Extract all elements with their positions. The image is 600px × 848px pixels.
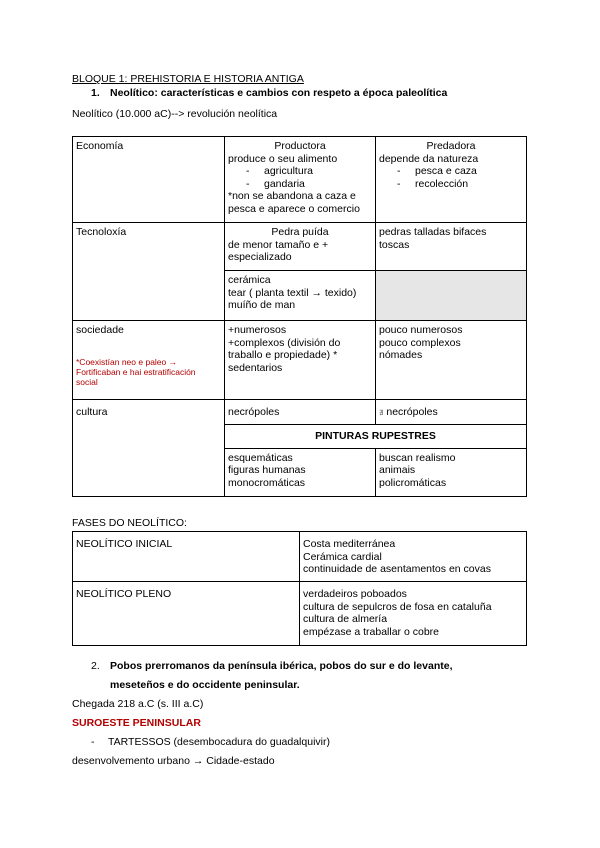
- neolitico-comparison-table: [72, 136, 527, 497]
- cultura-label: cultura: [76, 406, 108, 418]
- table-row-inicial: [73, 532, 527, 582]
- inicial-detail-cell: [300, 532, 527, 582]
- economia-predadora-cell: [376, 137, 527, 223]
- pinturas-neo-cell: [225, 448, 376, 496]
- inicial-label-cell: [73, 532, 300, 582]
- sociedade-pal-line3: nómades: [379, 349, 423, 362]
- sociedade-pal-line1: pouco numerosos: [379, 324, 463, 336]
- muino-line: muíño de man: [228, 299, 296, 312]
- tartessos-text: TARTESSOS (desembocadura do guadalquivir): [108, 736, 330, 748]
- section2-title-line2: meseteños e do occidente peninsular.: [110, 679, 300, 691]
- pleno-detail-cell: [300, 582, 527, 646]
- pinturas-neo-1: esquemáticas: [228, 451, 293, 464]
- pleno-l3: cultura de almería: [303, 613, 388, 626]
- pinturas-pal-cell: [376, 448, 527, 496]
- table-row-sociedade: [73, 321, 527, 400]
- inicial-l2: Cerámica cardial: [303, 550, 382, 563]
- list-item: - agricultura: [246, 165, 314, 178]
- economia-label: Economía: [76, 140, 124, 152]
- sociedade-neo-line3: traballo e propiedade) *: [228, 349, 338, 362]
- not-exists-icon: ∄: [379, 410, 384, 417]
- list-item: - gandaria: [246, 177, 305, 190]
- tecnoloxia-neo-line1: de menor tamaño e +: [228, 238, 329, 251]
- pinturas-pal-1: buscan realismo: [379, 451, 456, 464]
- sociedade-neo-line4: sedentarios: [228, 361, 283, 374]
- sociedade-note2: Fortificaban e hai estratificación: [76, 366, 196, 377]
- table-row-economia: [73, 137, 527, 223]
- sociedade-pal-cell: [376, 321, 527, 400]
- sociedade-neo-cell: [225, 321, 376, 400]
- tear-line: tear ( planta textil → texido): [228, 286, 357, 299]
- pinturas-neo-2: figuras humanas: [228, 464, 306, 477]
- productora-note1: *non se abandona a caza e: [228, 190, 356, 203]
- inicial-l1: Costa mediterránea: [303, 538, 396, 550]
- sociedade-label: sociedade: [76, 324, 124, 336]
- pleno-l1: verdadeiros poboados: [303, 588, 407, 600]
- list-item: - pesca e caza: [397, 165, 477, 178]
- sociedade-pal-line2: pouco complexos: [379, 336, 461, 349]
- cultura-label-cell: [73, 400, 225, 497]
- sociedade-neo-line1: +numerosos: [228, 324, 287, 336]
- cultura-pal: ∄ necrópoles: [379, 406, 438, 418]
- cultura-neo: necrópoles: [228, 406, 280, 418]
- predadora-line: depende da natureza: [379, 152, 479, 165]
- section1-title: Neolítico: características e cambios con respeto a época paleolítica: [110, 87, 448, 99]
- pinturas-rupestres-header: PINTURAS RUPESTRES: [225, 424, 527, 448]
- pinturas-pal-3: policromáticas: [379, 476, 447, 489]
- desenvolvemento-text: desenvolvemento urbano → Cidade-estado: [72, 755, 275, 767]
- sociedade-label-cell: [73, 321, 225, 400]
- table-row-cultura: [73, 400, 527, 425]
- section2-title-line1: Pobos prerromanos da península ibérica, pobos do sur e do levante,: [110, 660, 453, 672]
- pleno-label-cell: [73, 582, 300, 646]
- sociedade-note1: *Coexistían neo e paleo →: [76, 356, 178, 367]
- tecnoloxia-label-cell: [73, 223, 225, 321]
- sociedade-note3: social: [76, 376, 98, 387]
- chegada-text: Chegada 218 a.C (s. III a.C): [72, 698, 204, 710]
- fases-neolitico-table: [72, 531, 527, 646]
- pedra-puida-header: Pedra puída: [271, 226, 329, 238]
- tecnoloxia-neo-cell: [225, 223, 376, 271]
- list-item: - recolección: [397, 177, 469, 190]
- tecnoloxia-label: Tecnoloxía: [76, 226, 127, 238]
- tecnoloxia-pal-line2: toscas: [379, 238, 410, 251]
- tecnoloxia-pal-line1: pedras talladas bifaces: [379, 226, 487, 238]
- pinturas-pal-2: animais: [379, 464, 416, 477]
- pinturas-neo-3: monocromáticas: [228, 476, 306, 489]
- pleno-l2: cultura de sepulcros de fosa en cataluña: [303, 600, 492, 613]
- pleno-label: NEOLÍTICO PLENO: [76, 588, 172, 600]
- suroeste-heading: SUROESTE PENINSULAR: [72, 717, 201, 729]
- predadora-header: Predadora: [426, 140, 476, 152]
- economia-productora-cell: [225, 137, 376, 223]
- productora-header: Productora: [274, 140, 326, 152]
- tecnoloxia-neo2-cell: [225, 271, 376, 321]
- table-row-tecnoloxia: [73, 223, 527, 271]
- bloque-title: BLOQUE 1: PREHISTORIA E HISTORIA ANTIGA: [72, 73, 304, 85]
- section2-number: 2.: [91, 660, 100, 672]
- fases-title: FASES DO NEOLÍTICO:: [72, 517, 187, 529]
- pleno-l4: empézase a traballar o cobre: [303, 625, 439, 638]
- table-row-pleno: [73, 582, 527, 646]
- tartessos-dash: -: [91, 736, 95, 748]
- productora-note2: pesca e aparece o comercio: [228, 202, 360, 215]
- economia-label-cell: [73, 137, 225, 223]
- tecnoloxia-pal-cell: [376, 223, 527, 271]
- sociedade-neo-line2: +complexos (división do: [228, 336, 341, 349]
- inicial-l3: continuidade de asentamentos en covas: [303, 563, 491, 576]
- tecnoloxia-empty-cell: [376, 271, 527, 321]
- tecnoloxia-neo-line2: especializado: [228, 251, 292, 264]
- inicial-label: NEOLÍTICO INICIAL: [76, 538, 173, 550]
- neolitico-intro: Neolítico (10.000 aC)--> revolución neolítica: [72, 108, 278, 120]
- cultura-pal-cell: [376, 400, 527, 425]
- productora-line: produce o seu alimento: [228, 152, 338, 165]
- ceramica-line: cerámica: [228, 274, 271, 286]
- cultura-neo-cell: [225, 400, 376, 425]
- section1-number: 1.: [91, 87, 100, 99]
